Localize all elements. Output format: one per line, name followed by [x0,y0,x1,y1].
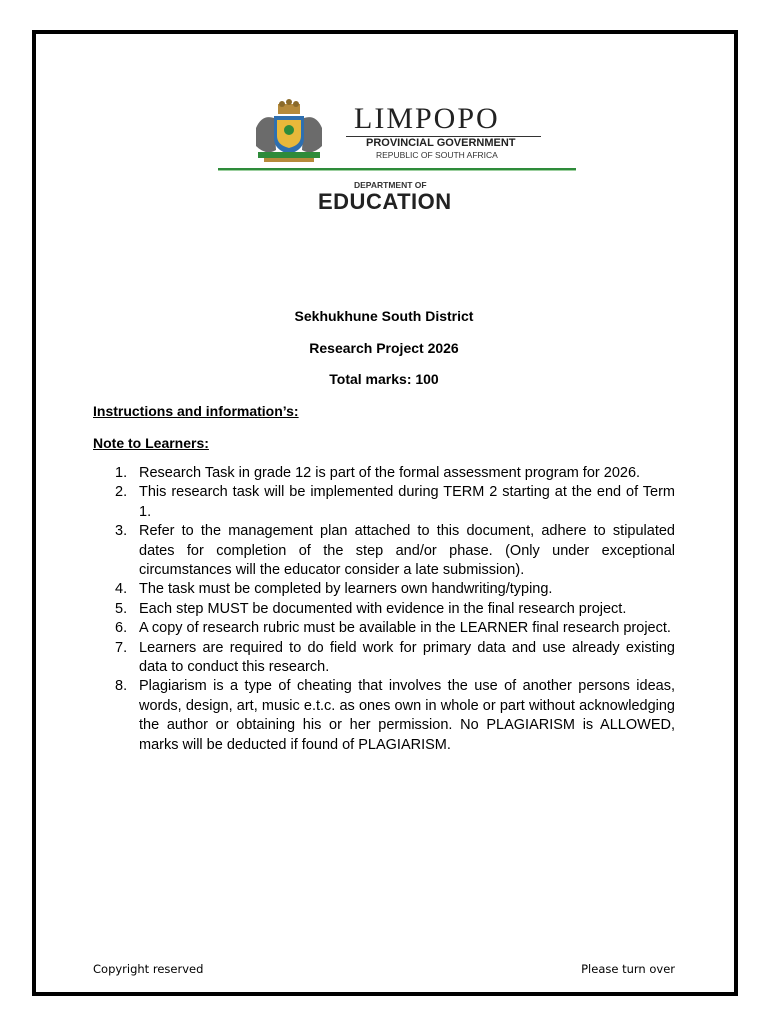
list-item: 6. A copy of research rubric must be available in the LEARNER final research project. [115,620,671,637]
list-item: 5. Each step MUST be documented with evidence in the final research project. [115,600,627,617]
list-item: 3. Refer to the management plan attached to this document, adhere to stipulated dates for completion of the step and/or phase. (Only under exceptional circumstances will the educator consider a late submission). [115,523,675,579]
limpopo-education-logo [218,98,576,218]
district-title: Sekhukhune South District [294,308,474,324]
list-item: 4. The task must be completed by learners own handwriting/typing. [115,581,553,598]
logo-education: EDUCATION [318,189,452,214]
project-title: Research Project 2026 [309,340,459,356]
list-item: 1. Research Task in grade 12 is part of the formal assessment program for 2026. [115,465,641,481]
logo-title: LIMPOPO [354,102,500,135]
logo-department: DEPARTMENT OF [354,180,427,190]
instructions-heading: Instructions and information’s: [93,403,299,419]
list-item: 8. Plagiarism is a type of cheating that involves the use of another persons ideas, words, design, art, music e.t.c. as ones own in whole or part without acknowledging the author or obtaining his or her permission. No PLAGIARISM is ALLOWED, marks will be deducted if found of PLAGIARISM. [115,678,675,753]
footer-copyright: Copyright reserved [93,962,204,976]
footer-turn-over: Please turn over [581,962,675,976]
notes-list [93,464,675,755]
note-heading: Note to Learners: [93,435,209,451]
logo-country: REPUBLIC OF SOUTH AFRICA [376,150,498,160]
logo-subtitle: PROVINCIAL GOVERNMENT [366,137,516,149]
total-marks: Total marks: 100 [329,371,439,387]
list-item: 2. This research task will be implemented during TERM 2 starting at the end of Term 1. [115,484,675,520]
list-item: 7. Learners are required to do field work for primary data and use already existing data to conduct this research. [115,639,675,676]
